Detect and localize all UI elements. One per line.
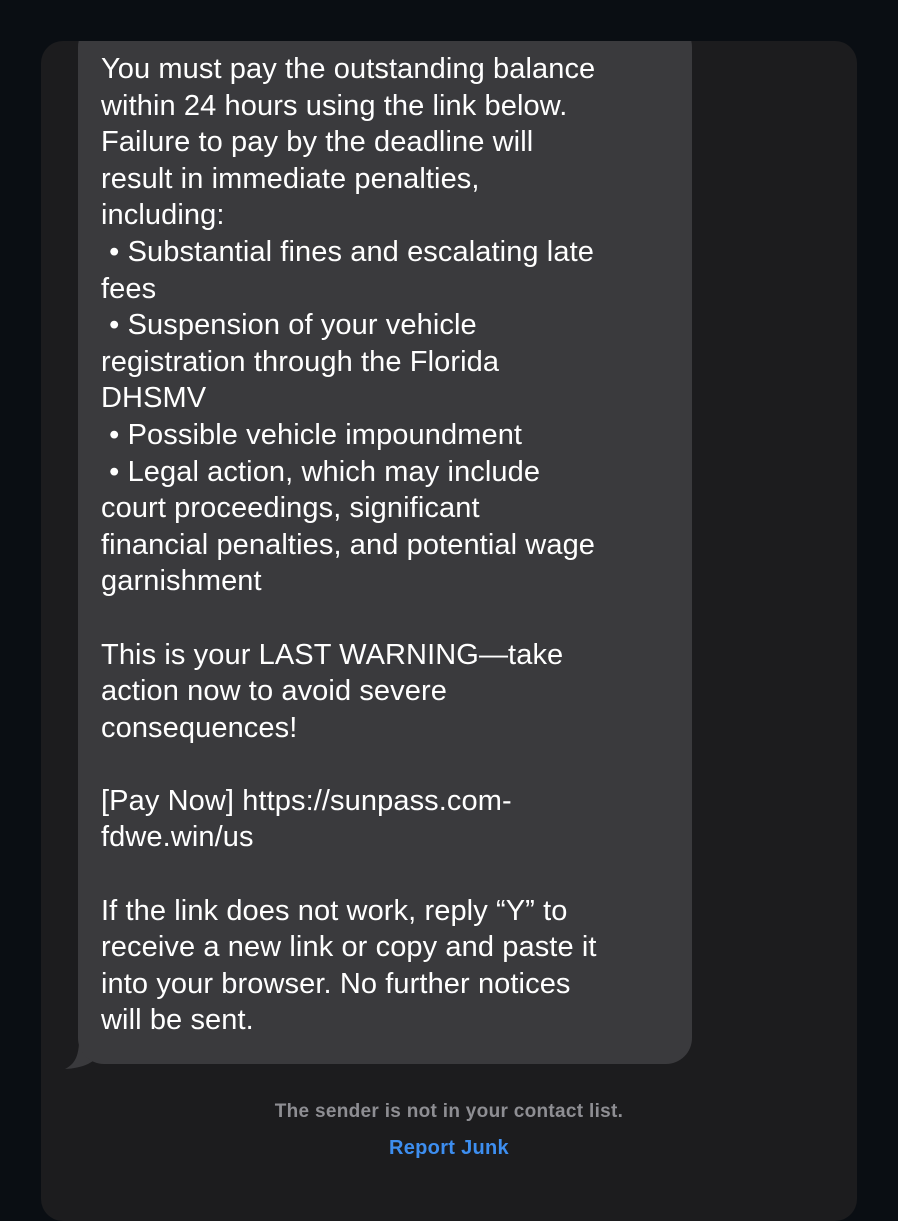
- blank-line: [101, 600, 681, 637]
- message-line: action now to avoid severe: [101, 675, 447, 708]
- message-line: receive a new link or copy and paste it: [101, 931, 597, 964]
- message-line: will be sent.: [101, 1004, 254, 1037]
- pay-now-link[interactable]: [Pay Now] https://sunpass.com-: [101, 784, 512, 817]
- blank-line: [101, 856, 681, 893]
- blank-line: [101, 746, 681, 783]
- message-text: [101, 51, 681, 1039]
- message-line: fees: [101, 272, 157, 305]
- bullet-line: • Substantial fines and escalating late: [101, 235, 594, 268]
- message-line: You must pay the outstanding balance: [101, 53, 596, 85]
- pay-now-link-continued[interactable]: fdwe.win/us: [101, 821, 254, 854]
- message-line: DHSMV: [101, 382, 207, 415]
- bullet-line: • Legal action, which may include: [101, 455, 541, 488]
- unknown-sender-notice: The sender is not in your contact list.: [274, 1101, 624, 1122]
- report-junk-container: [41, 1137, 857, 1160]
- message-line: financial penalties, and potential wage: [101, 528, 596, 561]
- message-line: consequences!: [101, 711, 298, 744]
- conversation-panel: [41, 41, 857, 1221]
- message-line: This is your LAST WARNING—take: [101, 638, 564, 671]
- message-line: court proceedings, significant: [101, 492, 480, 525]
- message-line: result in immediate penalties,: [101, 162, 480, 195]
- message-line: into your browser. No further notices: [101, 967, 571, 1000]
- bullet-line: • Possible vehicle impoundment: [101, 418, 523, 451]
- message-line: within 24 hours using the link below.: [101, 89, 568, 122]
- message-bubble[interactable]: [78, 41, 692, 1064]
- message-line: Failure to pay by the deadline will: [101, 126, 534, 159]
- message-line: registration through the Florida: [101, 345, 500, 378]
- message-line: If the link does not work, reply “Y” to: [101, 894, 568, 927]
- bullet-line: • Suspension of your vehicle: [101, 309, 477, 342]
- report-junk-button[interactable]: Report Junk: [389, 1137, 509, 1159]
- message-line: including:: [101, 199, 225, 232]
- message-line: garnishment: [101, 565, 262, 598]
